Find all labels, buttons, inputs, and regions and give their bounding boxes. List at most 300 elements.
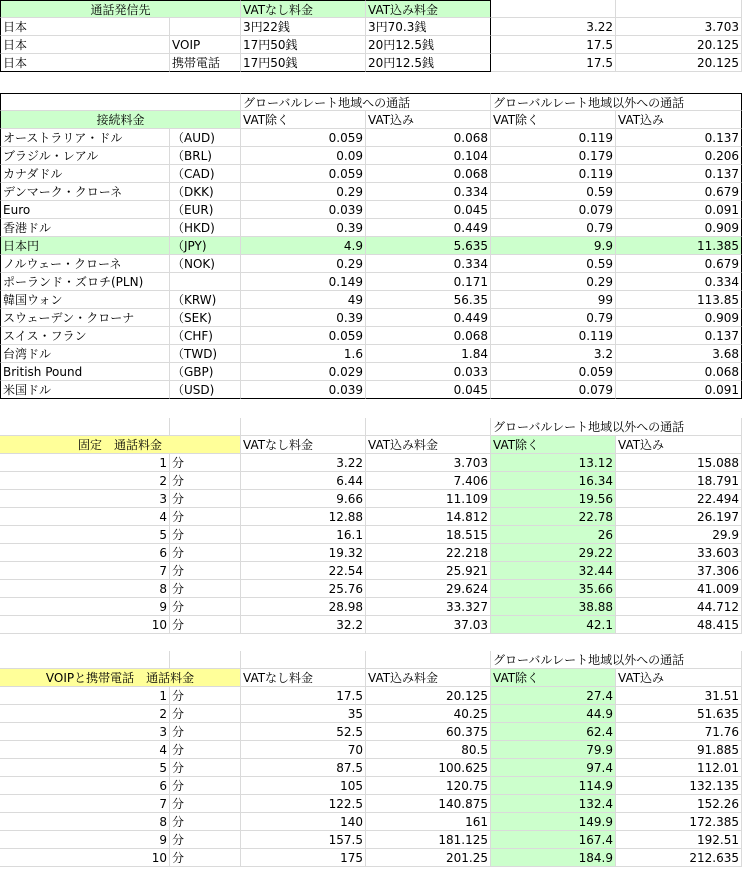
rate-value: 0.449 — [366, 309, 491, 327]
rate-value: 0.068 — [366, 165, 491, 183]
rate-value: 71.76 — [616, 723, 742, 741]
header-destination: 通話発信先 — [0, 0, 241, 18]
rate-value: 0.171 — [366, 273, 491, 291]
rate-value: 0.59 — [491, 255, 616, 273]
table-row — [0, 219, 742, 237]
rate-value: 13.12 — [491, 454, 616, 472]
value: 3.22 — [491, 18, 616, 36]
currency-code: （JPY) — [170, 237, 241, 255]
sub-header: VATなし料金 — [241, 436, 366, 454]
currency-code: （BRL) — [170, 147, 241, 165]
rate-value: 40.25 — [366, 705, 491, 723]
minutes: 10 — [0, 616, 170, 634]
value: 20.125 — [616, 54, 742, 72]
rate-value: 0.119 — [491, 129, 616, 147]
rate-value: 0.091 — [616, 201, 742, 219]
rate-value: 0.679 — [616, 255, 742, 273]
currency-name: ノルウェー・クローネ — [0, 255, 170, 273]
rate-value: 0.29 — [491, 273, 616, 291]
table-row — [0, 472, 742, 490]
minute-unit: 分 — [170, 759, 241, 777]
destination-name: 日本 — [0, 18, 170, 36]
rate-value: 1.6 — [241, 345, 366, 363]
rate-value: 49 — [241, 291, 366, 309]
table-row — [0, 273, 742, 291]
rate-value: 29.624 — [366, 580, 491, 598]
table-row — [0, 813, 742, 831]
rate-value: 0.29 — [241, 255, 366, 273]
rate-value: 114.9 — [491, 777, 616, 795]
table-row — [0, 598, 742, 616]
rate-value: 60.375 — [366, 723, 491, 741]
rate-value: 11.109 — [366, 490, 491, 508]
rate-value: 62.4 — [491, 723, 616, 741]
minutes: 3 — [0, 490, 170, 508]
rate-value: 0.039 — [241, 381, 366, 399]
rate-value: 0.909 — [616, 219, 742, 237]
table-row — [0, 777, 742, 795]
minute-unit: 分 — [170, 777, 241, 795]
currency-name: British Pound — [0, 363, 170, 381]
table-row — [0, 669, 742, 687]
minutes: 1 — [0, 687, 170, 705]
rate-value: 149.9 — [491, 813, 616, 831]
sub-header: VAT込み料金 — [366, 436, 491, 454]
rate-value: 29.22 — [491, 544, 616, 562]
rate-value: 0.149 — [241, 273, 366, 291]
currency-name: 台湾ドル — [0, 345, 170, 363]
rate-value: 51.635 — [616, 705, 742, 723]
rate-value: 0.179 — [491, 147, 616, 165]
rate-value: 0.104 — [366, 147, 491, 165]
minutes: 8 — [0, 813, 170, 831]
currency-code: （SEK) — [170, 309, 241, 327]
sub-header: VATなし料金 — [241, 669, 366, 687]
minutes: 7 — [0, 562, 170, 580]
minutes: 3 — [0, 723, 170, 741]
rate-value: 212.635 — [616, 849, 742, 867]
rate-value: 5.635 — [366, 237, 491, 255]
rate-value: 112.01 — [616, 759, 742, 777]
rate-value: 140.875 — [366, 795, 491, 813]
cell — [366, 418, 491, 436]
minute-unit: 分 — [170, 544, 241, 562]
rate-value: 3.2 — [491, 345, 616, 363]
minute-unit: 分 — [170, 616, 241, 634]
rate-value: 0.079 — [491, 381, 616, 399]
cell — [241, 418, 366, 436]
currency-name: 韓国ウォン — [0, 291, 170, 309]
rate-value: 42.1 — [491, 616, 616, 634]
table-row — [0, 454, 742, 472]
currency-code: （CHF) — [170, 327, 241, 345]
table-row — [0, 309, 742, 327]
rate-value: 0.137 — [616, 327, 742, 345]
minute-unit: 分 — [170, 849, 241, 867]
table-row — [0, 651, 742, 669]
currency-name: ポーランド・ズロチ(PLN) — [0, 273, 170, 291]
currency-code: （USD) — [170, 381, 241, 399]
rate-value: 87.5 — [241, 759, 366, 777]
rate-value: 0.029 — [241, 363, 366, 381]
rate-value: 80.5 — [366, 741, 491, 759]
rate-value: 26.197 — [616, 508, 742, 526]
rate-value: 0.334 — [366, 183, 491, 201]
rate-value: 19.32 — [241, 544, 366, 562]
cell — [616, 0, 742, 18]
call-type: 携帯電話 — [170, 54, 241, 72]
currency-name: スウェーデン・クローナ — [0, 309, 170, 327]
rate-value: 184.9 — [491, 849, 616, 867]
minutes: 10 — [0, 849, 170, 867]
rate-value: 28.98 — [241, 598, 366, 616]
cell — [0, 418, 170, 436]
minutes: 4 — [0, 741, 170, 759]
minutes: 5 — [0, 526, 170, 544]
table-row — [0, 0, 742, 18]
rate-value: 0.449 — [366, 219, 491, 237]
rate-value: 0.059 — [491, 363, 616, 381]
currency-code: （CAD) — [170, 165, 241, 183]
rate-value: 0.29 — [241, 183, 366, 201]
table-row — [0, 93, 742, 111]
rate-value: 48.415 — [616, 616, 742, 634]
table-row — [0, 327, 742, 345]
rate-value: 35.66 — [491, 580, 616, 598]
rate-value: 99 — [491, 291, 616, 309]
rate-value: 38.88 — [491, 598, 616, 616]
table-row — [0, 129, 742, 147]
value: 17.5 — [491, 54, 616, 72]
table-row — [0, 345, 742, 363]
rate-value: 22.78 — [491, 508, 616, 526]
rate-value: 33.603 — [616, 544, 742, 562]
table-row — [0, 255, 742, 273]
minutes: 6 — [0, 777, 170, 795]
table-row — [0, 436, 742, 454]
header-outside-global-region: グローバルレート地域以外への通話 — [491, 651, 742, 669]
sub-header: VAT除く — [491, 436, 616, 454]
sub-header: VAT込み — [616, 436, 742, 454]
minutes: 1 — [0, 454, 170, 472]
table-row — [0, 201, 742, 219]
header-global-region: グローバルレート地域への通話 — [241, 93, 491, 111]
rate-value: 167.4 — [491, 831, 616, 849]
rate-value: 0.39 — [241, 309, 366, 327]
table-row — [0, 490, 742, 508]
rate-value: 16.1 — [241, 526, 366, 544]
rate-value: 0.334 — [366, 255, 491, 273]
table-row — [0, 705, 742, 723]
rate-value: 3.22 — [241, 454, 366, 472]
header-no-vat: VATなし料金 — [241, 0, 366, 18]
table-row — [0, 111, 742, 129]
minute-unit: 分 — [170, 490, 241, 508]
currency-code: （KRW) — [170, 291, 241, 309]
rate-value: 14.812 — [366, 508, 491, 526]
call-type — [170, 18, 241, 36]
minute-unit: 分 — [170, 795, 241, 813]
rate-value: 44.9 — [491, 705, 616, 723]
rate-value: 172.385 — [616, 813, 742, 831]
minute-unit: 分 — [170, 813, 241, 831]
rate-value: 0.679 — [616, 183, 742, 201]
table-row — [0, 291, 742, 309]
rate-value: 0.059 — [241, 129, 366, 147]
minutes: 4 — [0, 508, 170, 526]
minute-unit: 分 — [170, 580, 241, 598]
rate-value: 0.119 — [491, 327, 616, 345]
rate-value: 4.9 — [241, 237, 366, 255]
rate-value: 0.059 — [241, 165, 366, 183]
minute-unit: 分 — [170, 562, 241, 580]
table-row — [0, 562, 742, 580]
sub-header: VAT込み — [366, 111, 491, 129]
rate-value: 105 — [241, 777, 366, 795]
currency-code — [170, 273, 241, 291]
minute-unit: 分 — [170, 472, 241, 490]
sub-header: VAT除く — [491, 111, 616, 129]
currency-name: 米国ドル — [0, 381, 170, 399]
rate-value: 19.56 — [491, 490, 616, 508]
rate-value: 41.009 — [616, 580, 742, 598]
rate-value: 140 — [241, 813, 366, 831]
rate-value: 17.5 — [241, 687, 366, 705]
cell — [170, 418, 241, 436]
header-outside-global-region: グローバルレート地域以外への通話 — [491, 418, 742, 436]
rate-no-vat: 17円50銭 — [241, 54, 366, 72]
table-row — [0, 741, 742, 759]
rate-value: 0.079 — [491, 201, 616, 219]
rate-value: 9.9 — [491, 237, 616, 255]
minute-unit: 分 — [170, 598, 241, 616]
rate-value: 0.033 — [366, 363, 491, 381]
value: 20.125 — [616, 36, 742, 54]
minutes: 7 — [0, 795, 170, 813]
rate-value: 56.35 — [366, 291, 491, 309]
table-row — [0, 18, 742, 36]
rate-value: 11.385 — [616, 237, 742, 255]
rate-value: 31.51 — [616, 687, 742, 705]
rate-value: 37.03 — [366, 616, 491, 634]
rate-value: 18.791 — [616, 472, 742, 490]
rate-value: 0.79 — [491, 219, 616, 237]
rate-value: 52.5 — [241, 723, 366, 741]
rate-value: 35 — [241, 705, 366, 723]
sub-header: VAT除く — [241, 111, 366, 129]
rate-value: 26 — [491, 526, 616, 544]
rate-vat: 3円70.3銭 — [366, 18, 491, 36]
cell — [241, 651, 366, 669]
currency-code: （AUD) — [170, 129, 241, 147]
section-title: 接続料金 — [0, 111, 241, 129]
rate-value: 0.068 — [616, 363, 742, 381]
rate-value: 157.5 — [241, 831, 366, 849]
table-row — [0, 147, 742, 165]
currency-name: 香港ドル — [0, 219, 170, 237]
rate-value: 0.059 — [241, 327, 366, 345]
sub-header: VAT込み — [616, 111, 742, 129]
rate-value: 0.909 — [616, 309, 742, 327]
rate-value: 33.327 — [366, 598, 491, 616]
currency-name: カナダドル — [0, 165, 170, 183]
rate-value: 0.039 — [241, 201, 366, 219]
rate-value: 1.84 — [366, 345, 491, 363]
rate-no-vat: 3円22銭 — [241, 18, 366, 36]
rate-value: 0.39 — [241, 219, 366, 237]
table-row — [0, 723, 742, 741]
rate-value: 0.119 — [491, 165, 616, 183]
sub-header: VAT除く — [491, 669, 616, 687]
table-row — [0, 849, 742, 867]
currency-code: （HKD) — [170, 219, 241, 237]
table-row — [0, 759, 742, 777]
rate-value: 3.703 — [366, 454, 491, 472]
table-row — [0, 687, 742, 705]
table-row — [0, 237, 742, 255]
rate-value: 25.921 — [366, 562, 491, 580]
rate-value: 0.068 — [366, 129, 491, 147]
minute-unit: 分 — [170, 705, 241, 723]
rate-value: 20.125 — [366, 687, 491, 705]
rate-value: 22.54 — [241, 562, 366, 580]
currency-code: （NOK) — [170, 255, 241, 273]
rate-value: 18.515 — [366, 526, 491, 544]
minute-unit: 分 — [170, 687, 241, 705]
rate-value: 97.4 — [491, 759, 616, 777]
table-row — [0, 544, 742, 562]
rate-value: 22.494 — [616, 490, 742, 508]
rate-value: 12.88 — [241, 508, 366, 526]
minute-unit: 分 — [170, 831, 241, 849]
rate-value: 120.75 — [366, 777, 491, 795]
rate-value: 0.068 — [366, 327, 491, 345]
rate-value: 25.76 — [241, 580, 366, 598]
rate-value: 0.137 — [616, 129, 742, 147]
rate-value: 0.334 — [616, 273, 742, 291]
header-outside-global-region: グローバルレート地域以外への通話 — [491, 93, 742, 111]
minute-unit: 分 — [170, 526, 241, 544]
rate-value: 15.088 — [616, 454, 742, 472]
destination-name: 日本 — [0, 36, 170, 54]
currency-name: スイス・フラン — [0, 327, 170, 345]
rate-value: 16.34 — [491, 472, 616, 490]
table-row — [0, 363, 742, 381]
rate-value: 161 — [366, 813, 491, 831]
currency-name: 日本円 — [0, 237, 170, 255]
minute-unit: 分 — [170, 508, 241, 526]
table-row — [0, 580, 742, 598]
rate-value: 32.2 — [241, 616, 366, 634]
rate-value: 9.66 — [241, 490, 366, 508]
rate-value: 132.135 — [616, 777, 742, 795]
rate-no-vat: 17円50銭 — [241, 36, 366, 54]
minutes: 8 — [0, 580, 170, 598]
currency-code: （TWD) — [170, 345, 241, 363]
rate-value: 29.9 — [616, 526, 742, 544]
table-row — [0, 36, 742, 54]
rate-value: 37.306 — [616, 562, 742, 580]
rate-value: 181.125 — [366, 831, 491, 849]
call-type: VOIP — [170, 36, 241, 54]
minutes: 9 — [0, 831, 170, 849]
table-row — [0, 54, 742, 72]
rate-value: 79.9 — [491, 741, 616, 759]
table-row — [0, 795, 742, 813]
rate-value: 0.59 — [491, 183, 616, 201]
rate-value: 0.045 — [366, 201, 491, 219]
rate-value: 22.218 — [366, 544, 491, 562]
table-row — [0, 831, 742, 849]
cell — [170, 651, 241, 669]
rate-value: 0.206 — [616, 147, 742, 165]
value: 17.5 — [491, 36, 616, 54]
table-row — [0, 508, 742, 526]
rate-value: 44.712 — [616, 598, 742, 616]
rate-value: 0.045 — [366, 381, 491, 399]
rate-value: 100.625 — [366, 759, 491, 777]
minutes: 2 — [0, 472, 170, 490]
currency-name: オーストラリア・ドル — [0, 129, 170, 147]
rate-value: 0.79 — [491, 309, 616, 327]
rate-value: 201.25 — [366, 849, 491, 867]
table-row — [0, 381, 742, 399]
currency-name: デンマーク・クローネ — [0, 183, 170, 201]
rate-value: 32.44 — [491, 562, 616, 580]
currency-name: ブラジル・レアル — [0, 147, 170, 165]
minute-unit: 分 — [170, 741, 241, 759]
destination-name: 日本 — [0, 54, 170, 72]
cell — [0, 93, 241, 111]
rate-value: 152.26 — [616, 795, 742, 813]
table-row — [0, 418, 742, 436]
currency-code: （EUR) — [170, 201, 241, 219]
section-title: VOIPと携帯電話 通話料金 — [0, 669, 241, 687]
table-row — [0, 165, 742, 183]
rate-value: 0.091 — [616, 381, 742, 399]
rate-value: 6.44 — [241, 472, 366, 490]
rate-value: 132.4 — [491, 795, 616, 813]
minute-unit: 分 — [170, 454, 241, 472]
section-title: 固定 通話料金 — [0, 436, 241, 454]
rate-vat: 20円12.5銭 — [366, 54, 491, 72]
minutes: 5 — [0, 759, 170, 777]
minute-unit: 分 — [170, 723, 241, 741]
currency-code: （DKK) — [170, 183, 241, 201]
sub-header: VAT込み料金 — [366, 669, 491, 687]
table-row — [0, 616, 742, 634]
rate-value: 91.885 — [616, 741, 742, 759]
currency-code: （GBP) — [170, 363, 241, 381]
rate-value: 3.68 — [616, 345, 742, 363]
sub-header: VAT込み — [616, 669, 742, 687]
rate-value: 7.406 — [366, 472, 491, 490]
rate-value: 0.09 — [241, 147, 366, 165]
minutes: 2 — [0, 705, 170, 723]
table-row — [0, 526, 742, 544]
rate-value: 192.51 — [616, 831, 742, 849]
rate-value: 0.137 — [616, 165, 742, 183]
header-vat: VAT込み料金 — [366, 0, 491, 18]
cell — [491, 0, 616, 18]
minutes: 6 — [0, 544, 170, 562]
table-row — [0, 183, 742, 201]
rate-value: 113.85 — [616, 291, 742, 309]
rate-value: 70 — [241, 741, 366, 759]
cell — [0, 651, 170, 669]
rate-value: 122.5 — [241, 795, 366, 813]
currency-name: Euro — [0, 201, 170, 219]
